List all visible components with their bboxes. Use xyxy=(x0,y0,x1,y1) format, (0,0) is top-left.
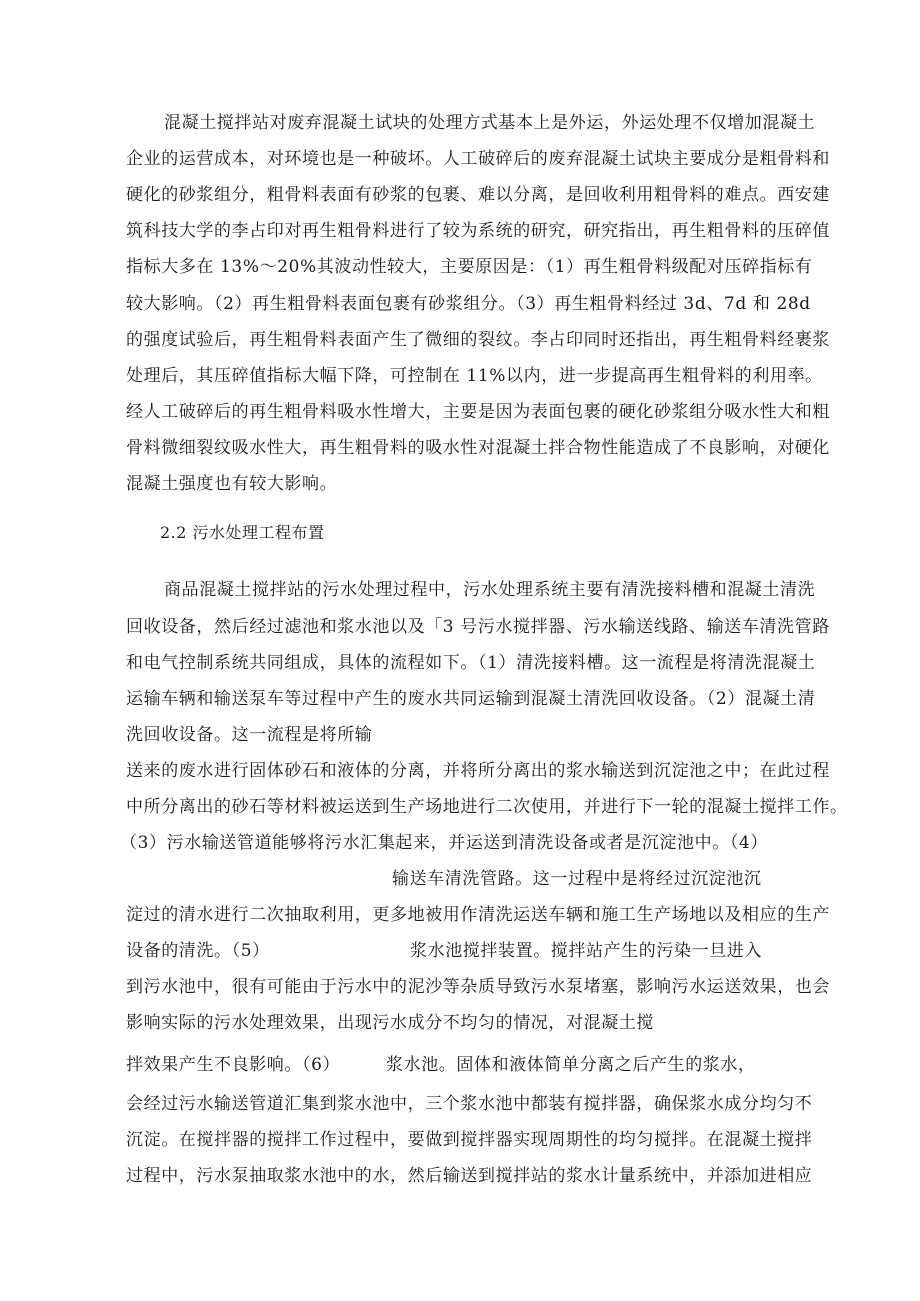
paragraph-2-line-10: 淀过的清水进行二次抽取利用，更多地被用作清洗运送车辆和施工生产场地以及相应的生产 xyxy=(126,905,830,925)
paragraph-2-line-15: 会经过污水输送管道汇集到浆水池中，三个浆水池中都装有搅拌器，确保浆水成分均匀不 xyxy=(126,1094,813,1114)
paragraph-2-line-11b: 浆水池搅拌装置。搅拌站产生的污染一旦进入 xyxy=(410,941,762,961)
paragraph-1-line-5: 指标大多在 13%～20%其波动性较大，主要原因是：（1）再生粗骨料级配对压碎指标有 xyxy=(126,257,813,277)
paragraph-2-line-17: 过程中，污水泵抽取浆水池中的水，然后输送到搅拌站的浆水计量系统中，并添加进相应 xyxy=(126,1166,813,1186)
paragraph-2-line-14b: 浆水池。固体和液体简单分离之后产生的浆水， xyxy=(386,1055,756,1075)
paragraph-2-line-13: 影响实际的污水处理效果，出现污水成分不均匀的情况，对混凝土搅 xyxy=(126,1013,654,1033)
paragraph-1-line-3: 硬化的砂浆组分，粗骨料表面有砂浆的包裹、难以分离，是回收利用粗骨料的难点。西安建 xyxy=(126,185,830,205)
paragraph-1-line-11: 混凝土强度也有较大影响。 xyxy=(126,474,338,494)
paragraph-2-line-4: 运输车辆和输送泵车等过程中产生的废水共同运输到混凝土清洗回收设备。（2）混凝土清 xyxy=(126,689,816,709)
paragraph-2-line-5: 洗回收设备。这一流程是将所输 xyxy=(126,725,373,745)
paragraph-2-line-11a: 设备的清洗。（5） xyxy=(126,941,270,961)
paragraph-1-line-6: 较大影响。（2）再生粗骨料表面包裹有砂浆组分。（3）再生粗骨料经过 3d、7d 和 28d xyxy=(126,294,811,314)
paragraph-1-line-7: 的强度试验后，再生粗骨料表面产生了微细的裂纹。李占印同时还指出，再生粗骨料经裹浆 xyxy=(126,330,830,350)
paragraph-2-line-9: 输送车清洗管路。这一过程中是将经过沉淀池沉 xyxy=(392,869,762,889)
section-heading: 2.2 污水处理工程布置 xyxy=(160,523,325,542)
paragraph-1-line-4: 筑科技大学的李占印对再生粗骨料进行了较为系统的研究，研究指出，再生粗骨料的压碎值 xyxy=(126,221,830,241)
paragraph-1-line-9: 经人工破碎后的再生粗骨料吸水性增大，主要是因为表面包裹的硬化砂浆组分吸水性大和粗 xyxy=(126,402,830,422)
paragraph-2-line-16: 沉淀。在搅拌器的搅拌工作过程中，要做到搅拌器实现周期性的均匀搅拌。在混凝土搅拌 xyxy=(126,1130,813,1150)
paragraph-2-line-7: 中所分离出的砂石等材料被运送到生产场地进行二次使用，并进行下一轮的混凝土搅拌工作。 xyxy=(126,797,848,817)
paragraph-1-line-2: 企业的运营成本，对环境也是一种破坏。人工破碎后的废弃混凝土试块主要成分是粗骨料和 xyxy=(126,149,830,169)
paragraph-2-line-2: 回收设备，然后经过滤池和浆水池以及「3 号污水搅拌器、污水输送线路、输送车清洗管路 xyxy=(126,617,830,637)
paragraph-2-line-1: 商品混凝土搅拌站的污水处理过程中，污水处理系统主要有清洗接料槽和混凝土清洗 xyxy=(164,580,816,600)
paragraph-1-line-1: 混凝土搅拌站对废弃混凝土试块的处理方式基本上是外运，外运处理不仅增加混凝土 xyxy=(164,113,816,133)
paragraph-1-line-8: 处理后，其压碎值指标大幅下降，可控制在 11%以内，进一步提高再生粗骨料的利用率。 xyxy=(126,366,823,386)
paragraph-2-line-6: 送来的废水进行固体砂石和液体的分离，并将所分离出的浆水输送到沉淀池之中；在此过程 xyxy=(126,761,830,781)
paragraph-2-line-12: 到污水池中，很有可能由于污水中的泥沙等杂质导致污水泵堵塞，影响污水运送效果，也会 xyxy=(126,977,830,997)
paragraph-1-line-10: 骨料微细裂纹吸水性大，再生粗骨料的吸水性对混凝土拌合物性能造成了不良影响，对硬化 xyxy=(126,438,830,458)
paragraph-2-line-14a: 拌效果产生不良影响。（6） xyxy=(126,1055,341,1075)
paragraph-2-line-3: 和电气控制系统共同组成，具体的流程如下。（1）清洗接料槽。这一流程是将清洗混凝土 xyxy=(126,653,816,673)
paragraph-2-line-8: （3）污水输送管道能够将污水汇集起来，并运送到清洗设备或者是沉淀池中。（4） xyxy=(120,833,768,853)
